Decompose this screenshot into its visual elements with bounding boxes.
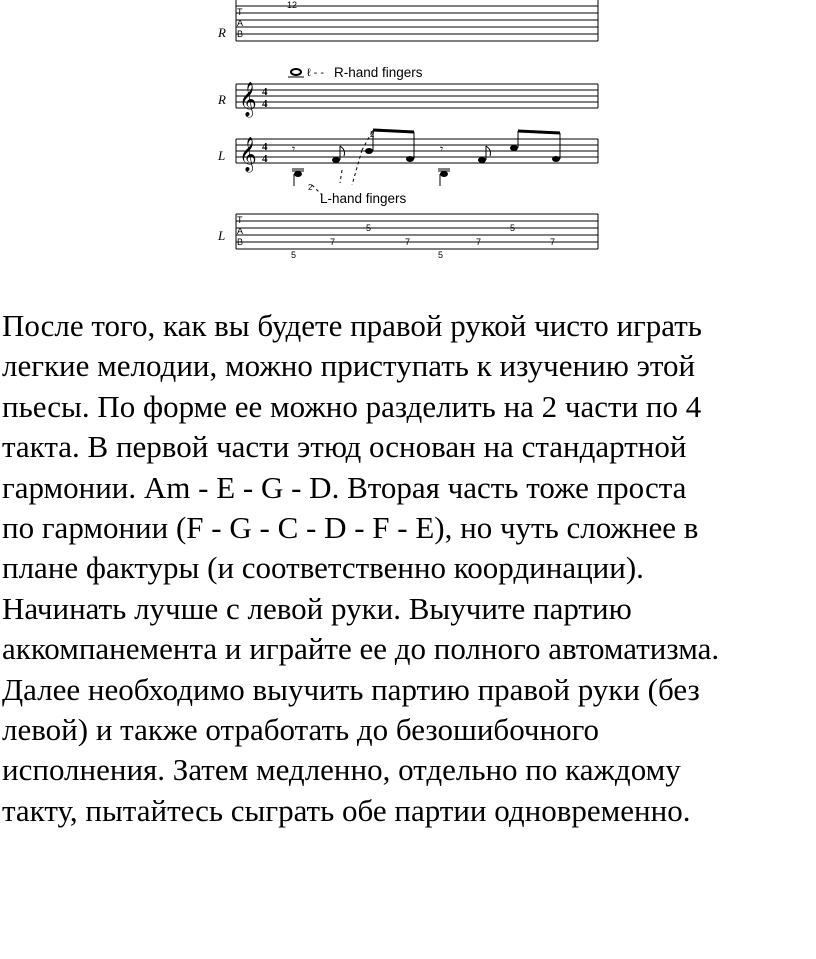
fret-number: 5 bbox=[291, 250, 297, 260]
measure-number: 12 bbox=[287, 0, 298, 10]
paragraph-line: Начинать лучше с левой руки. Выучите партию bbox=[2, 590, 632, 626]
note-head bbox=[332, 157, 340, 163]
paragraph-line: плане фактуры (и соответственно координации). bbox=[2, 550, 644, 586]
fret-number: 7 bbox=[550, 237, 556, 247]
r-standard-staff bbox=[236, 84, 598, 108]
l-standard-staff bbox=[236, 139, 598, 163]
measure-1-notes bbox=[292, 130, 414, 186]
time-sig-bottom: 4 bbox=[262, 153, 268, 165]
finger-number: 2 bbox=[308, 183, 313, 192]
tab-letter-a: A bbox=[237, 226, 244, 236]
note-head bbox=[510, 145, 518, 151]
l-hand-label: L-hand fingers bbox=[320, 191, 407, 206]
l-staff-label: L bbox=[218, 148, 226, 163]
eighth-rest-icon: 𝄾 bbox=[440, 142, 444, 156]
r-staff-label: R bbox=[218, 92, 226, 107]
time-sig-top: 4 bbox=[262, 86, 268, 98]
fret-number: 7 bbox=[405, 237, 411, 247]
fret-number: 7 bbox=[476, 237, 482, 247]
note-head bbox=[406, 156, 414, 162]
paragraph-line: левой) и также отработать до безошибочного bbox=[2, 712, 600, 748]
tab-letter-b: B bbox=[237, 237, 244, 247]
r-hand-label: R-hand fingers bbox=[334, 65, 423, 80]
tab-letter-b: B bbox=[237, 29, 244, 39]
eighth-rest-icon: 𝄾 bbox=[292, 142, 296, 156]
tab-letter-t: T bbox=[237, 215, 243, 225]
l-tab-label: L bbox=[218, 228, 226, 243]
paragraph-line: После того, как вы будете правой рукой чисто играть bbox=[2, 308, 702, 343]
note-head bbox=[440, 171, 448, 177]
body-paragraph bbox=[2, 306, 816, 831]
treble-clef-icon: 𝄞 bbox=[239, 83, 257, 116]
r-tab-label: R bbox=[218, 25, 226, 40]
note-head bbox=[365, 148, 373, 154]
paragraph-line: гармонии. Am - E - G - D. Вторая часть тоже проста bbox=[2, 469, 687, 505]
fret-number: 5 bbox=[366, 223, 372, 233]
paragraph-line: по гармонии (F - G - C - D - F - E), но чуть сложнее в bbox=[2, 510, 699, 546]
paragraph-line: легкие мелодии, можно приступать к изучению этой bbox=[2, 348, 696, 384]
fret-number: 5 bbox=[510, 223, 516, 233]
paragraph-line: такту, пытайтесь сыграть обе партии одновременно. bbox=[2, 792, 691, 828]
paragraph-line: такта. В первой части этюд основан на стандартной bbox=[2, 429, 687, 465]
fret-number: 5 bbox=[438, 250, 444, 260]
paragraph-line: аккомпанемента и играйте ее до полного автоматизма. bbox=[2, 631, 720, 667]
r-hand-finger-marks: ℓ - - bbox=[307, 67, 324, 79]
note-head bbox=[478, 157, 486, 163]
whole-note-icon bbox=[288, 69, 304, 77]
svg-text:2: 2 bbox=[370, 130, 375, 139]
note-head bbox=[294, 171, 302, 177]
paragraph-line: Далее необходимо выучить партию правой руки (без bbox=[2, 671, 700, 707]
treble-clef-icon: 𝄞 bbox=[239, 138, 257, 171]
time-sig-bottom: 4 bbox=[262, 98, 268, 110]
paragraph-line: пьесы. По форме ее можно разделить на 2 части по 4 bbox=[2, 388, 702, 424]
note-head bbox=[552, 156, 560, 162]
music-notation-figure bbox=[212, 0, 604, 262]
tab-letter-a: A bbox=[237, 18, 244, 28]
tab-letter-t: T bbox=[237, 7, 243, 17]
time-sig-top: 4 bbox=[262, 141, 268, 153]
l-tab-staff bbox=[236, 214, 598, 249]
paragraph-line: исполнения. Затем медленно, отдельно по каждому bbox=[2, 752, 681, 788]
fret-number: 7 bbox=[330, 237, 336, 247]
